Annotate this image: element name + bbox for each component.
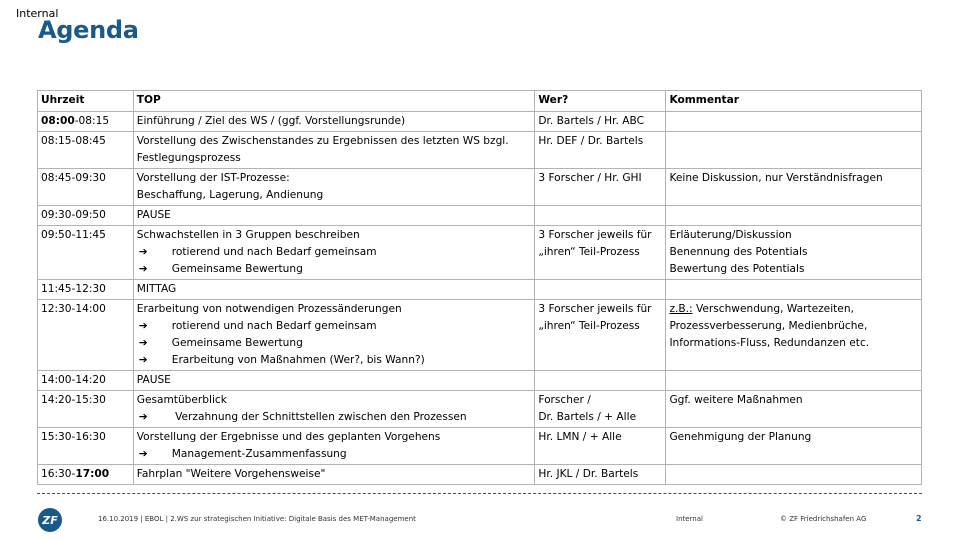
arrow-icon: ➔ (138, 337, 148, 349)
column-header-wer: Wer? (535, 91, 666, 112)
top-line: Schwachstellen in 3 Gruppen beschreiben (136, 229, 360, 241)
time-range: 11:45-12:30 (41, 283, 106, 295)
wer-line: Hr. DEF / Dr. Bartels (538, 135, 644, 147)
table-row (38, 371, 922, 391)
time-end: 17:00 (75, 468, 110, 480)
time-cell (38, 226, 134, 280)
kommentar-cell (666, 169, 922, 206)
kommentar-text: Genehmigung der Planung (669, 431, 812, 443)
footer-divider (37, 493, 922, 494)
kommentar-text: Bewertung des Potentials (669, 263, 805, 275)
wer-line: Hr. JKL / Dr. Bartels (538, 468, 639, 480)
sub-item-text: Gemeinsame Bewertung (171, 263, 303, 275)
time-end: -08:15 (74, 115, 110, 127)
page-number: 2 (916, 514, 922, 523)
time-cell (38, 280, 134, 300)
top-cell (133, 300, 535, 371)
top-cell (133, 371, 535, 391)
arrow-icon: ➔ (138, 320, 148, 332)
kommentar-text: Prozessverbesserung, Medienbrüche, (669, 320, 868, 332)
time-range: 09:50-11:45 (41, 229, 106, 241)
top-cell (133, 132, 535, 169)
top-cell (133, 226, 535, 280)
time-range: 08:15-08:45 (41, 135, 106, 147)
wer-cell (535, 465, 666, 485)
top-line: Fahrplan "Weitere Vorgehensweise" (136, 468, 326, 480)
time-cell (38, 465, 134, 485)
table-row (38, 112, 922, 132)
kommentar-line (669, 244, 918, 261)
sub-item (137, 261, 532, 278)
sub-item-text: rotierend und nach Bedarf gemeinsam (171, 320, 377, 332)
kommentar-line (669, 392, 918, 409)
top-cell (133, 391, 535, 428)
kommentar-cell (666, 112, 922, 132)
kommentar-text: Keine Diskussion, nur Verständnisfragen (669, 172, 883, 184)
table-row (38, 465, 922, 485)
arrow-icon: ➔ (138, 263, 148, 275)
table-row (38, 391, 922, 428)
classification-label: Internal (16, 7, 59, 20)
top-line: PAUSE (136, 374, 171, 386)
sub-item (137, 352, 532, 369)
wer-line: Hr. LMN / + Alle (538, 431, 622, 443)
kommentar-cell (666, 206, 922, 226)
table-row (38, 428, 922, 465)
arrow-icon: ➔ (138, 448, 148, 460)
wer-cell (535, 391, 666, 428)
wer-cell (535, 112, 666, 132)
time-cell (38, 112, 134, 132)
kommentar-cell (666, 226, 922, 280)
time-cell (38, 300, 134, 371)
time-range: 14:20-15:30 (41, 394, 106, 406)
wer-line: 3 Forscher jeweils für (538, 303, 652, 315)
sub-item-text: Verzahnung der Schnittstellen zwischen den Prozessen (171, 411, 467, 423)
zf-logo: ZF (38, 508, 62, 532)
top-cell (133, 428, 535, 465)
table-row (38, 206, 922, 226)
top-cell (133, 206, 535, 226)
top-line: Einführung / Ziel des WS / (ggf. Vorstellungsrunde) (136, 115, 406, 127)
kommentar-line (669, 301, 918, 318)
time-cell (38, 428, 134, 465)
time-cell (38, 169, 134, 206)
wer-line: Forscher / (538, 394, 591, 406)
time-cell (38, 206, 134, 226)
time-start: 08:00 (41, 115, 75, 127)
time-range: 12:30-14:00 (41, 303, 106, 315)
time-cell (38, 132, 134, 169)
kommentar-cell (666, 465, 922, 485)
time-start: 16:30- (41, 468, 76, 480)
kommentar-line (669, 261, 918, 278)
table-row (38, 226, 922, 280)
kommentar-cell (666, 428, 922, 465)
kommentar-text: Ggf. weitere Maßnahmen (669, 394, 803, 406)
top-line: Erarbeitung von notwendigen Prozessänderungen (136, 303, 402, 315)
kommentar-cell (666, 371, 922, 391)
top-line: Gesamtüberblick (136, 394, 227, 406)
arrow-icon: ➔ (138, 411, 148, 423)
kommentar-cell (666, 280, 922, 300)
top-line: Beschaffung, Lagerung, Andienung (136, 189, 324, 201)
table-row (38, 169, 922, 206)
column-header-kommentar: Kommentar (666, 91, 922, 112)
footer-copyright: © ZF Friedrichshafen AG (780, 515, 867, 523)
top-line: Vorstellung der IST-Prozesse: (136, 172, 290, 184)
wer-cell (535, 300, 666, 371)
time-range: 09:30-09:50 (41, 209, 106, 221)
top-line: Festlegungsprozess (136, 152, 241, 164)
wer-line: „ihren“ Teil-Prozess (538, 246, 640, 258)
table-row (38, 300, 922, 371)
top-cell (133, 465, 535, 485)
table-row (38, 280, 922, 300)
kommentar-text: Verschwendung, Wartezeiten, (692, 303, 854, 315)
arrow-icon: ➔ (138, 246, 148, 258)
top-cell (133, 169, 535, 206)
kommentar-text: Benennung des Potentials (669, 246, 808, 258)
kommentar-line (669, 335, 918, 352)
kommentar-line (669, 227, 918, 244)
wer-cell (535, 428, 666, 465)
kommentar-cell (666, 132, 922, 169)
sub-item-text: Erarbeitung von Maßnahmen (Wer?, bis Wann?) (171, 354, 425, 366)
wer-cell (535, 280, 666, 300)
column-header-top: TOP (133, 91, 535, 112)
top-cell (133, 280, 535, 300)
kommentar-cell (666, 391, 922, 428)
top-line: Vorstellung des Zwischenstandes zu Ergebnissen des letzten WS bzgl. (136, 135, 509, 147)
wer-line: „ihren“ Teil-Prozess (538, 320, 640, 332)
time-cell (38, 371, 134, 391)
kommentar-cell (666, 300, 922, 371)
kommentar-line (669, 318, 918, 335)
sub-item-text: rotierend und nach Bedarf gemeinsam (171, 246, 377, 258)
arrow-icon: ➔ (138, 354, 148, 366)
kommentar-text: Erläuterung/Diskussion (669, 229, 792, 241)
kommentar-text: Informations-Fluss, Redundanzen etc. (669, 337, 870, 349)
wer-cell (535, 206, 666, 226)
time-range: 14:00-14:20 (41, 374, 106, 386)
time-cell (38, 391, 134, 428)
kommentar-prefix: z.B.: (669, 303, 693, 315)
table-row (38, 132, 922, 169)
time-range: 08:45-09:30 (41, 172, 106, 184)
column-header-uhrzeit: Uhrzeit (38, 91, 134, 112)
sub-item-text: Management-Zusammenfassung (171, 448, 347, 460)
wer-line: 3 Forscher / Hr. GHI (538, 172, 642, 184)
sub-item (137, 409, 532, 426)
wer-line: 3 Forscher jeweils für (538, 229, 652, 241)
wer-cell (535, 371, 666, 391)
wer-cell (535, 132, 666, 169)
agenda-table (37, 90, 922, 485)
top-line: PAUSE (136, 209, 171, 221)
sub-item (137, 318, 532, 335)
footer-classification: Internal (676, 515, 703, 523)
table-header-row (38, 91, 922, 112)
footer-meta: 16.10.2019 | EBOL | 2.WS zur strategischen Initiative: Digitale Basis des MET-Management (98, 515, 416, 523)
wer-line: Dr. Bartels / Hr. ABC (538, 115, 644, 127)
top-line: Vorstellung der Ergebnisse und des geplanten Vorgehens (136, 431, 441, 443)
page-title: Agenda (38, 16, 139, 44)
top-cell (133, 112, 535, 132)
top-line: MITTAG (136, 283, 177, 295)
time-range: 15:30-16:30 (41, 431, 106, 443)
sub-item-text: Gemeinsame Bewertung (171, 337, 303, 349)
sub-item (137, 335, 532, 352)
wer-cell (535, 169, 666, 206)
sub-item (137, 244, 532, 261)
kommentar-line (669, 170, 918, 187)
sub-item (137, 446, 532, 463)
wer-line: Dr. Bartels / + Alle (538, 411, 637, 423)
wer-cell (535, 226, 666, 280)
kommentar-line (669, 429, 918, 446)
